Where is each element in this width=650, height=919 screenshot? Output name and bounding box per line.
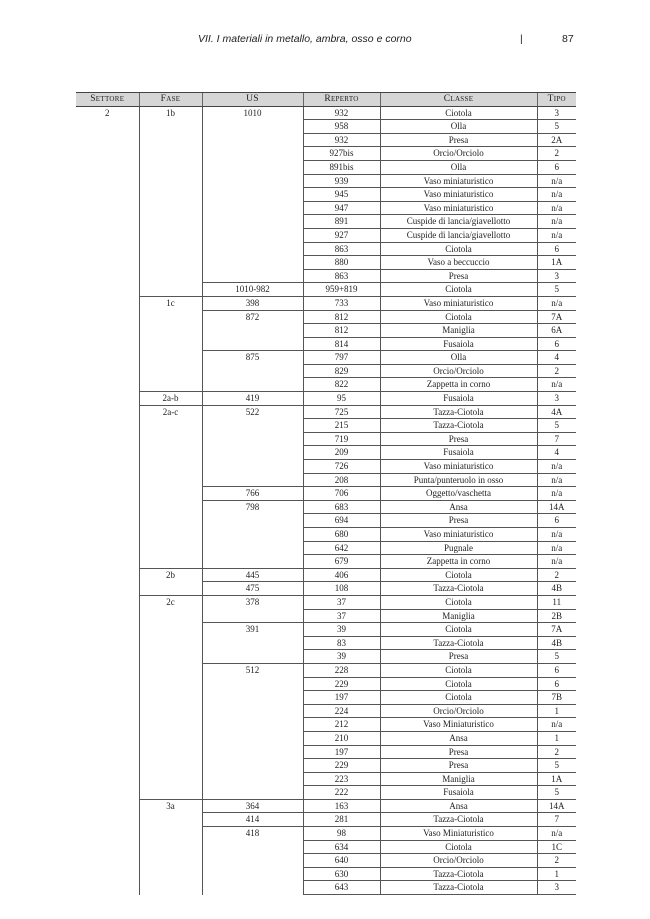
cell-us: 875 [202, 351, 303, 392]
cell-reperto: 679 [303, 555, 380, 569]
cell-tipo: 4B [537, 582, 576, 596]
cell-classe: Ciotola [380, 677, 537, 691]
cell-reperto: 208 [303, 473, 380, 487]
cell-reperto: 683 [303, 500, 380, 514]
header-classe: Classe [380, 93, 537, 107]
cell-reperto: 891bis [303, 160, 380, 174]
cell-reperto: 634 [303, 840, 380, 854]
cell-us: 872 [202, 310, 303, 351]
cell-tipo: 14A [537, 500, 576, 514]
cell-reperto: 98 [303, 827, 380, 841]
cell-classe: Zappetta in corno [380, 378, 537, 392]
cell-tipo: 6 [537, 337, 576, 351]
cell-tipo: 7B [537, 691, 576, 705]
cell-reperto: 281 [303, 813, 380, 827]
cell-reperto: 959+819 [303, 283, 380, 297]
cell-fase: 2b [139, 568, 202, 595]
cell-classe: Olla [380, 351, 537, 365]
running-head-separator: | [520, 33, 523, 45]
header-tipo: Tipo [537, 93, 576, 107]
cell-fase: 2a-c [139, 405, 202, 568]
cell-reperto: 630 [303, 867, 380, 881]
cell-classe: Ciotola [380, 691, 537, 705]
cell-tipo: 2 [537, 745, 576, 759]
cell-reperto: 939 [303, 174, 380, 188]
cell-classe: Olla [380, 160, 537, 174]
cell-tipo: 3 [537, 106, 576, 120]
table-row [76, 392, 576, 406]
cell-classe: Ciotola [380, 310, 537, 324]
table-row [76, 799, 576, 813]
table-row [76, 595, 576, 609]
cell-tipo: 3 [537, 269, 576, 283]
cell-reperto: 163 [303, 799, 380, 813]
cell-tipo: 5 [537, 283, 576, 297]
cell-tipo: 4 [537, 446, 576, 460]
cell-reperto: 797 [303, 351, 380, 365]
cell-reperto: 197 [303, 691, 380, 705]
cell-reperto: 39 [303, 650, 380, 664]
cell-reperto: 694 [303, 514, 380, 528]
cell-reperto: 945 [303, 188, 380, 202]
cell-tipo: n/a [537, 378, 576, 392]
cell-classe: Presa [380, 759, 537, 773]
cell-reperto: 725 [303, 405, 380, 419]
table-row [76, 296, 576, 310]
cell-reperto: 726 [303, 460, 380, 474]
table-body [76, 106, 576, 894]
cell-reperto: 223 [303, 772, 380, 786]
cell-tipo: n/a [537, 528, 576, 542]
chapter-title: VII. I materiali in metallo, ambra, osso e corno [198, 33, 412, 45]
cell-tipo: 6A [537, 324, 576, 338]
cell-classe: Tazza-Ciotola [380, 419, 537, 433]
cell-tipo: n/a [537, 174, 576, 188]
cell-reperto: 932 [303, 133, 380, 147]
cell-tipo: 4B [537, 636, 576, 650]
cell-tipo: 1 [537, 731, 576, 745]
cell-tipo: n/a [537, 541, 576, 555]
cell-tipo: 5 [537, 120, 576, 134]
cell-classe: Ansa [380, 500, 537, 514]
cell-classe: Presa [380, 269, 537, 283]
cell-us: 512 [202, 663, 303, 799]
cell-classe: Vaso a beccuccio [380, 256, 537, 270]
cell-classe: Zappetta in corno [380, 555, 537, 569]
table-row [76, 405, 576, 419]
cell-classe: Ansa [380, 731, 537, 745]
cell-fase: 2a-b [139, 392, 202, 406]
cell-reperto: 927bis [303, 147, 380, 161]
catalog-table [76, 92, 576, 895]
cell-tipo: n/a [537, 473, 576, 487]
cell-settore: 2 [105, 107, 110, 118]
cell-tipo: 2 [537, 364, 576, 378]
cell-reperto: 212 [303, 718, 380, 732]
cell-reperto: 812 [303, 310, 380, 324]
cell-tipo: n/a [537, 460, 576, 474]
cell-classe: Tazza-Ciotola [380, 881, 537, 895]
cell-tipo: 1 [537, 867, 576, 881]
cell-us: 414 [202, 813, 303, 827]
cell-reperto: 197 [303, 745, 380, 759]
cell-reperto: 222 [303, 786, 380, 800]
cell-tipo: 1A [537, 772, 576, 786]
cell-reperto: 210 [303, 731, 380, 745]
cell-classe: Ciotola [380, 242, 537, 256]
cell-reperto: 640 [303, 854, 380, 868]
cell-tipo: n/a [537, 188, 576, 202]
cell-classe: Presa [380, 432, 537, 446]
cell-classe: Vaso miniaturistico [380, 188, 537, 202]
cell-reperto: 39 [303, 623, 380, 637]
cell-reperto: 706 [303, 487, 380, 501]
cell-tipo: n/a [537, 201, 576, 215]
cell-classe: Fusaiola [380, 786, 537, 800]
cell-reperto: 642 [303, 541, 380, 555]
cell-classe: Ciotola [380, 106, 537, 120]
cell-fase: 1b [139, 106, 202, 296]
cell-tipo: 5 [537, 786, 576, 800]
cell-classe: Oggetto/vaschetta [380, 487, 537, 501]
cell-tipo: 7 [537, 813, 576, 827]
cell-tipo: 2 [537, 854, 576, 868]
header-us: US [202, 93, 303, 107]
cell-tipo: 6 [537, 242, 576, 256]
cell-classe: Tazza-Ciotola [380, 582, 537, 596]
cell-reperto: 958 [303, 120, 380, 134]
cell-classe: Ciotola [380, 663, 537, 677]
header-fase: Fase [139, 93, 202, 107]
cell-tipo: n/a [537, 555, 576, 569]
cell-reperto: 224 [303, 704, 380, 718]
cell-classe: Vaso Miniaturistico [380, 827, 537, 841]
cell-reperto: 891 [303, 215, 380, 229]
cell-us: 445 [202, 568, 303, 582]
cell-reperto: 37 [303, 595, 380, 609]
cell-classe: Fusaiola [380, 337, 537, 351]
cell-classe: Orcio/Orciolo [380, 704, 537, 718]
cell-classe: Tazza-Ciotola [380, 867, 537, 881]
cell-classe: Vaso miniaturistico [380, 296, 537, 310]
cell-tipo: 5 [537, 759, 576, 773]
cell-us: 1010 [202, 106, 303, 283]
cell-tipo: n/a [537, 487, 576, 501]
cell-classe: Fusaiola [380, 446, 537, 460]
cell-reperto: 822 [303, 378, 380, 392]
cell-tipo: n/a [537, 296, 576, 310]
cell-classe: Vaso miniaturistico [380, 201, 537, 215]
cell-tipo: 11 [537, 595, 576, 609]
cell-classe: Ansa [380, 799, 537, 813]
cell-classe: Ciotola [380, 568, 537, 582]
cell-reperto: 932 [303, 106, 380, 120]
cell-classe: Orcio/Orciolo [380, 364, 537, 378]
cell-reperto: 829 [303, 364, 380, 378]
cell-reperto: 719 [303, 432, 380, 446]
cell-tipo: 1A [537, 256, 576, 270]
cell-classe: Vaso miniaturistico [380, 528, 537, 542]
cell-us: 418 [202, 827, 303, 895]
cell-fase: 2c [139, 595, 202, 799]
cell-us: 522 [202, 405, 303, 487]
cell-classe: Tazza-Ciotola [380, 813, 537, 827]
cell-us: 766 [202, 487, 303, 501]
table-header [76, 93, 576, 107]
cell-tipo: 5 [537, 650, 576, 664]
cell-reperto: 209 [303, 446, 380, 460]
page-number: 87 [562, 33, 574, 45]
cell-classe: Ciotola [380, 595, 537, 609]
header-settore: Settore [76, 93, 139, 107]
cell-us: 419 [202, 392, 303, 406]
cell-tipo: n/a [537, 228, 576, 242]
cell-classe: Fusaiola [380, 392, 537, 406]
cell-tipo: 7A [537, 623, 576, 637]
cell-classe: Ciotola [380, 283, 537, 297]
cell-us: 391 [202, 623, 303, 664]
cell-tipo: 1 [537, 704, 576, 718]
cell-reperto: 733 [303, 296, 380, 310]
cell-classe: Pugnale [380, 541, 537, 555]
cell-reperto: 680 [303, 528, 380, 542]
cell-classe: Orcio/Orciolo [380, 854, 537, 868]
cell-reperto: 812 [303, 324, 380, 338]
cell-classe: Vaso miniaturistico [380, 174, 537, 188]
cell-classe: Tazza-Ciotola [380, 636, 537, 650]
cell-classe: Punta/punteruolo in osso [380, 473, 537, 487]
cell-tipo: 1C [537, 840, 576, 854]
cell-classe: Maniglia [380, 772, 537, 786]
cell-us: 364 [202, 799, 303, 813]
cell-classe: Ciotola [380, 840, 537, 854]
cell-classe: Maniglia [380, 324, 537, 338]
cell-tipo: 4A [537, 405, 576, 419]
cell-classe: Orcio/Orciolo [380, 147, 537, 161]
cell-reperto: 83 [303, 636, 380, 650]
cell-tipo: 7 [537, 432, 576, 446]
cell-reperto: 863 [303, 242, 380, 256]
cell-classe: Vaso miniaturistico [380, 460, 537, 474]
cell-tipo: 2 [537, 147, 576, 161]
cell-tipo: 6 [537, 663, 576, 677]
cell-reperto: 228 [303, 663, 380, 677]
running-head [0, 33, 650, 49]
cell-tipo: n/a [537, 827, 576, 841]
cell-fase: 1c [139, 296, 202, 391]
cell-reperto: 215 [303, 419, 380, 433]
table-row [76, 106, 576, 120]
cell-tipo: 2B [537, 609, 576, 623]
cell-tipo: 3 [537, 881, 576, 895]
header-reperto: Reperto [303, 93, 380, 107]
cell-reperto: 947 [303, 201, 380, 215]
cell-tipo: n/a [537, 718, 576, 732]
cell-reperto: 814 [303, 337, 380, 351]
cell-classe: Presa [380, 514, 537, 528]
cell-tipo: 14A [537, 799, 576, 813]
cell-tipo: 6 [537, 514, 576, 528]
cell-tipo: 6 [537, 160, 576, 174]
cell-us: 1010-982 [202, 283, 303, 297]
cell-reperto: 108 [303, 582, 380, 596]
cell-classe: Maniglia [380, 609, 537, 623]
cell-us: 398 [202, 296, 303, 310]
cell-reperto: 643 [303, 881, 380, 895]
cell-classe: Olla [380, 120, 537, 134]
cell-classe: Cuspide di lancia/giavellotto [380, 228, 537, 242]
cell-tipo: 6 [537, 677, 576, 691]
cell-us: 798 [202, 500, 303, 568]
cell-classe: Cuspide di lancia/giavellotto [380, 215, 537, 229]
cell-reperto: 863 [303, 269, 380, 283]
cell-tipo: 5 [537, 419, 576, 433]
cell-reperto: 229 [303, 677, 380, 691]
cell-tipo: 7A [537, 310, 576, 324]
cell-classe: Vaso Miniaturistico [380, 718, 537, 732]
cell-tipo: 2 [537, 568, 576, 582]
cell-classe: Ciotola [380, 623, 537, 637]
cell-reperto: 37 [303, 609, 380, 623]
cell-reperto: 406 [303, 568, 380, 582]
table-row [76, 568, 576, 582]
cell-reperto: 927 [303, 228, 380, 242]
cell-reperto: 229 [303, 759, 380, 773]
cell-classe: Tazza-Ciotola [380, 405, 537, 419]
cell-reperto: 95 [303, 392, 380, 406]
cell-fase: 3a [139, 799, 202, 894]
cell-reperto: 880 [303, 256, 380, 270]
cell-classe: Presa [380, 650, 537, 664]
cell-us: 378 [202, 595, 303, 622]
cell-classe: Presa [380, 133, 537, 147]
cell-tipo: 2A [537, 133, 576, 147]
cell-tipo: 3 [537, 392, 576, 406]
cell-classe: Presa [380, 745, 537, 759]
cell-us: 475 [202, 582, 303, 596]
cell-tipo: n/a [537, 215, 576, 229]
cell-tipo: 4 [537, 351, 576, 365]
